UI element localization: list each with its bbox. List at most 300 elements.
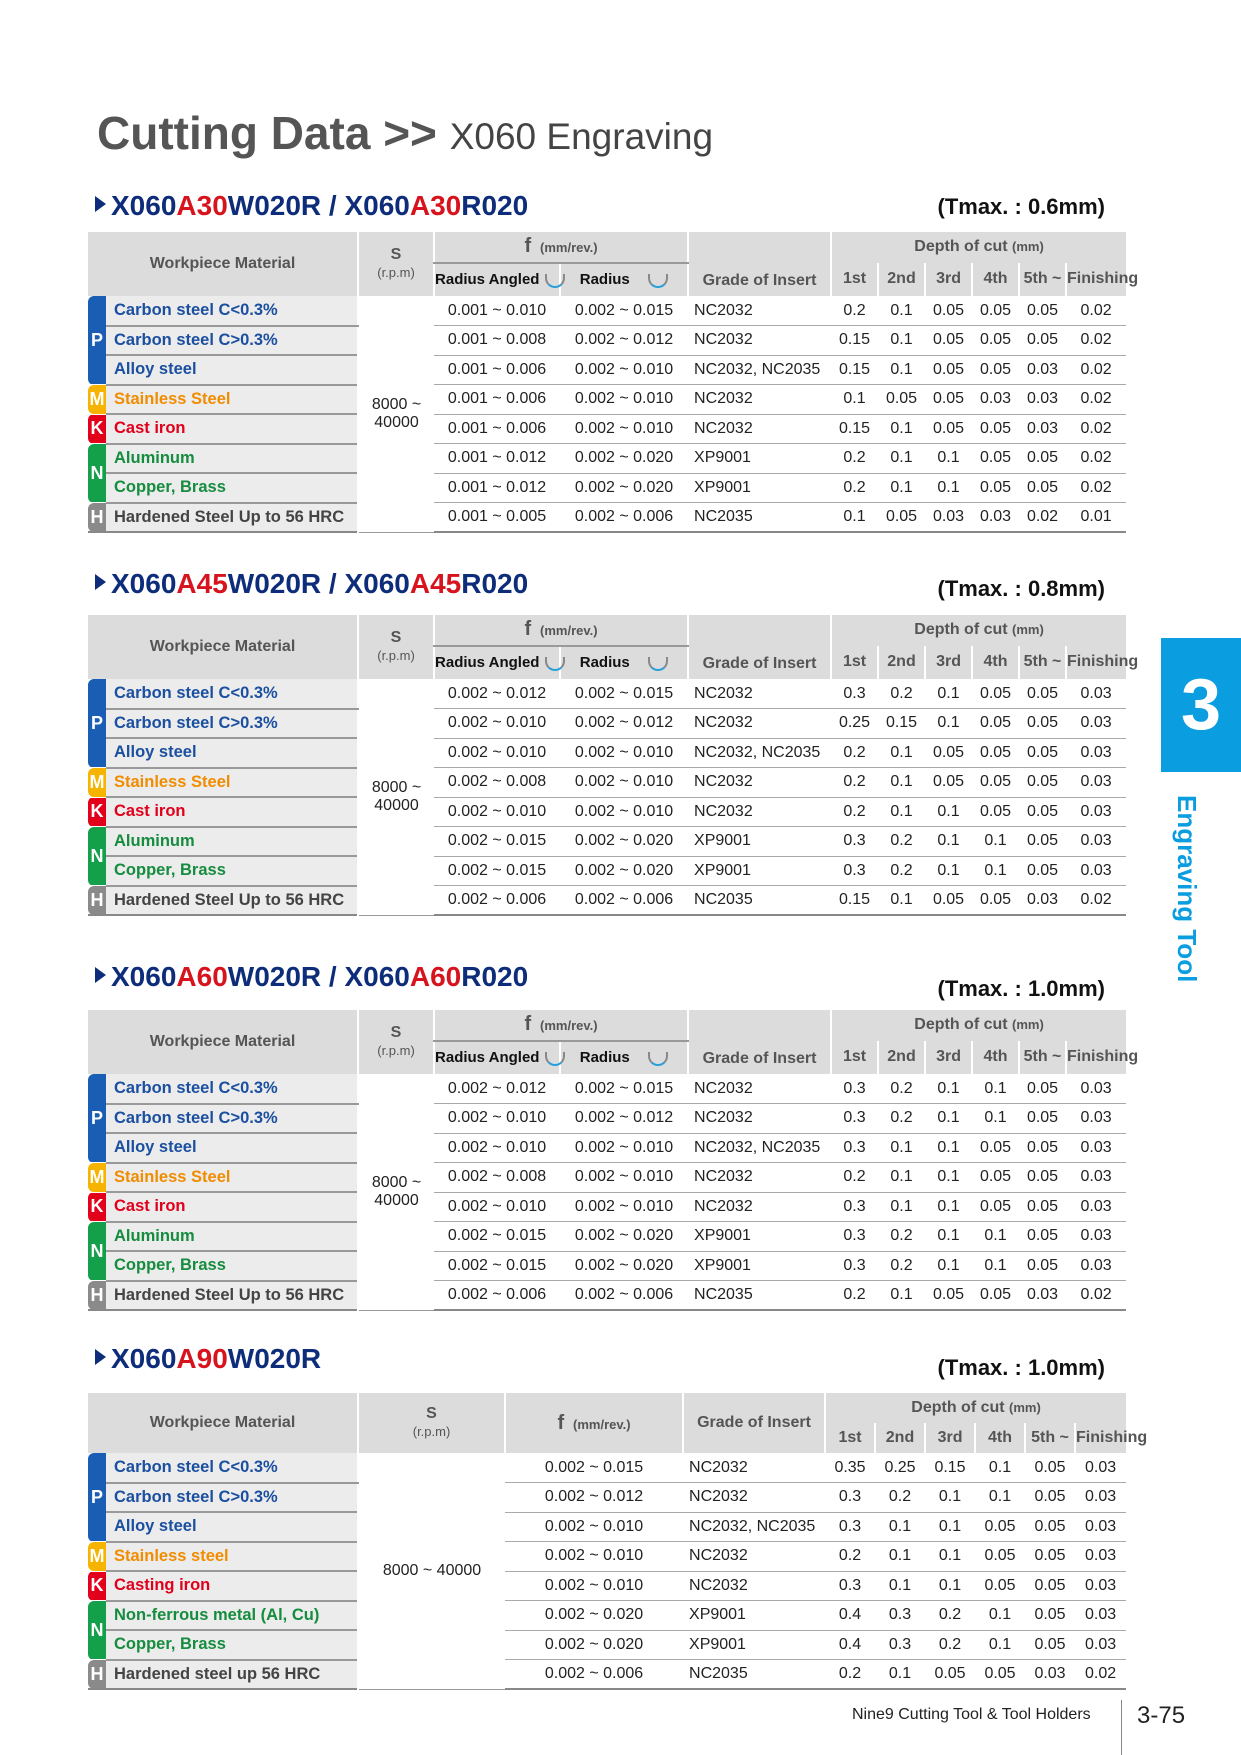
insert-grade: XP9001 bbox=[688, 856, 831, 886]
depth-value: 0.05 bbox=[1019, 679, 1066, 709]
table-row bbox=[88, 414, 1126, 444]
speed-unit: (r.p.m) bbox=[377, 648, 415, 663]
table-row bbox=[88, 738, 1126, 768]
depth-value: 0.1 bbox=[878, 797, 925, 827]
depth-value: 0.2 bbox=[878, 679, 925, 709]
feed-label: f bbox=[524, 618, 532, 641]
material-header: Workpiece Material bbox=[88, 1010, 358, 1074]
speed-label: S bbox=[426, 1405, 437, 1422]
depth-value: 0.1 bbox=[925, 1512, 975, 1542]
depth-value: 0.05 bbox=[1025, 1601, 1075, 1631]
depth-value: 0.1 bbox=[878, 444, 925, 474]
spindle-speed: 8000 ~ 40000 bbox=[358, 1453, 505, 1689]
section-title bbox=[95, 1343, 321, 1375]
depth-value: 0.03 bbox=[1075, 1483, 1126, 1513]
material-name: Copper, Brass bbox=[106, 473, 358, 503]
feed-value: 0.002 ~ 0.020 bbox=[505, 1630, 683, 1660]
feed-radius-angled: 0.002 ~ 0.010 bbox=[434, 738, 560, 768]
feed-value: 0.002 ~ 0.010 bbox=[505, 1571, 683, 1601]
radius-header bbox=[560, 263, 688, 296]
depth-value: 0.05 bbox=[1019, 1133, 1066, 1163]
material-name: Carbon steel C>0.3% bbox=[106, 709, 358, 739]
depth-value: 0.03 bbox=[1066, 679, 1126, 709]
table-row bbox=[88, 1133, 1126, 1163]
material-name: Cast iron bbox=[106, 414, 358, 444]
table-row bbox=[88, 444, 1126, 474]
depth-value: 0.3 bbox=[875, 1601, 925, 1631]
depth-value: 0.2 bbox=[831, 296, 878, 326]
feed-radius-angled: 0.002 ~ 0.010 bbox=[434, 709, 560, 739]
depth-value: 0.03 bbox=[1075, 1601, 1126, 1631]
insert-grade: NC2032 bbox=[688, 296, 831, 326]
depth-value: 0.03 bbox=[1066, 1222, 1126, 1252]
table-row bbox=[88, 1601, 1126, 1631]
depth-value: 0.05 bbox=[972, 1281, 1019, 1311]
material-group-badge: H bbox=[88, 1281, 106, 1311]
feed-radius-angled: 0.002 ~ 0.006 bbox=[434, 886, 560, 916]
cutting-data-table bbox=[88, 615, 1139, 916]
depth-value: 0.1 bbox=[972, 1074, 1019, 1104]
material-group-badge: N bbox=[88, 1601, 106, 1660]
depth-value: 0.05 bbox=[925, 1281, 972, 1311]
depth-value: 0.1 bbox=[925, 473, 972, 503]
depth-value: 0.1 bbox=[925, 1104, 972, 1134]
material-name: Cast iron bbox=[106, 797, 358, 827]
depth-value: 0.05 bbox=[972, 355, 1019, 385]
material-name: Carbon steel C<0.3% bbox=[106, 1453, 358, 1483]
depth-value: 0.05 bbox=[972, 1163, 1019, 1193]
radius-header bbox=[560, 646, 688, 679]
cutting-data-table bbox=[88, 1393, 1148, 1690]
feed-radius-angled: 0.002 ~ 0.015 bbox=[434, 856, 560, 886]
insert-grade: NC2032 bbox=[688, 709, 831, 739]
depth-unit: (mm) bbox=[1012, 622, 1044, 638]
depth-value: 0.1 bbox=[925, 1163, 972, 1193]
feed-radius: 0.002 ~ 0.010 bbox=[560, 797, 688, 827]
depth-pass-header: 3rd bbox=[925, 263, 972, 296]
depth-value: 0.05 bbox=[1025, 1512, 1075, 1542]
depth-value: 0.1 bbox=[975, 1630, 1025, 1660]
section-title-part: A90 bbox=[176, 1343, 228, 1374]
radius-angled-label: Radius Angled bbox=[435, 654, 540, 672]
insert-grade: NC2032 bbox=[688, 1074, 831, 1104]
page-number: 3-75 bbox=[1137, 1702, 1186, 1729]
depth-value: 0.05 bbox=[1019, 1251, 1066, 1281]
depth-value: 0.03 bbox=[1066, 1251, 1126, 1281]
feed-radius-angled: 0.001 ~ 0.012 bbox=[434, 444, 560, 474]
depth-value: 0.02 bbox=[1075, 1660, 1126, 1690]
depth-value: 0.1 bbox=[925, 679, 972, 709]
feed-radius-angled: 0.002 ~ 0.015 bbox=[434, 1251, 560, 1281]
feed-radius-angled: 0.002 ~ 0.006 bbox=[434, 1281, 560, 1311]
table-row bbox=[88, 1571, 1126, 1601]
depth-pass-header: 5th ~ bbox=[1019, 1041, 1066, 1074]
depth-value: 0.03 bbox=[1019, 1281, 1066, 1311]
insert-grade: NC2032 bbox=[683, 1453, 825, 1483]
feed-radius-angled: 0.001 ~ 0.005 bbox=[434, 503, 560, 533]
depth-value: 0.2 bbox=[925, 1630, 975, 1660]
table-row bbox=[88, 326, 1126, 356]
feed-radius-angled: 0.002 ~ 0.010 bbox=[434, 1192, 560, 1222]
depth-value: 0.05 bbox=[925, 1660, 975, 1690]
depth-value: 0.2 bbox=[878, 1251, 925, 1281]
table-row bbox=[88, 797, 1126, 827]
feed-radius: 0.002 ~ 0.006 bbox=[560, 1281, 688, 1311]
table-row bbox=[88, 385, 1126, 415]
insert-grade: NC2032, NC2035 bbox=[688, 1133, 831, 1163]
depth-value: 0.1 bbox=[878, 1163, 925, 1193]
material-name: Aluminum bbox=[106, 444, 358, 474]
speed-header bbox=[358, 1393, 505, 1453]
material-name: Hardened Steel Up to 56 HRC bbox=[106, 503, 358, 533]
feed-radius: 0.002 ~ 0.010 bbox=[560, 1133, 688, 1163]
material-header: Workpiece Material bbox=[88, 232, 358, 296]
depth-pass-header: 4th bbox=[972, 263, 1019, 296]
depth-value: 0.03 bbox=[1066, 709, 1126, 739]
depth-value: 0.2 bbox=[878, 856, 925, 886]
speed-header bbox=[358, 615, 434, 679]
depth-header bbox=[825, 1393, 1126, 1423]
depth-value: 0.05 bbox=[972, 296, 1019, 326]
depth-pass-header: 1st bbox=[831, 263, 878, 296]
depth-value: 0.1 bbox=[875, 1571, 925, 1601]
material-group-badge: P bbox=[88, 1453, 106, 1542]
material-header: Workpiece Material bbox=[88, 1393, 358, 1453]
depth-value: 0.1 bbox=[925, 1483, 975, 1513]
table-row bbox=[88, 1542, 1126, 1572]
depth-value: 0.05 bbox=[1019, 768, 1066, 798]
depth-value: 0.05 bbox=[1025, 1630, 1075, 1660]
insert-grade: XP9001 bbox=[688, 1222, 831, 1252]
feed-radius: 0.002 ~ 0.020 bbox=[560, 856, 688, 886]
depth-value: 0.3 bbox=[825, 1571, 875, 1601]
feed-radius: 0.002 ~ 0.020 bbox=[560, 1251, 688, 1281]
feed-radius: 0.002 ~ 0.006 bbox=[560, 886, 688, 916]
insert-grade: NC2035 bbox=[688, 1281, 831, 1311]
depth-value: 0.03 bbox=[1066, 768, 1126, 798]
depth-value: 0.3 bbox=[831, 1104, 878, 1134]
triangle-bullet-icon bbox=[95, 574, 106, 590]
insert-grade: NC2035 bbox=[688, 886, 831, 916]
depth-value: 0.2 bbox=[878, 1104, 925, 1134]
feed-radius-angled: 0.001 ~ 0.006 bbox=[434, 355, 560, 385]
depth-pass-header: 1st bbox=[831, 1041, 878, 1074]
depth-value: 0.1 bbox=[878, 1281, 925, 1311]
depth-value: 0.3 bbox=[831, 1251, 878, 1281]
depth-value: 0.05 bbox=[1019, 444, 1066, 474]
depth-value: 0.05 bbox=[1019, 1104, 1066, 1134]
depth-pass-header: 1st bbox=[831, 646, 878, 679]
depth-value: 0.05 bbox=[925, 296, 972, 326]
depth-label: Depth of cut bbox=[914, 238, 1008, 256]
depth-value: 0.1 bbox=[878, 1133, 925, 1163]
material-name: Stainless steel bbox=[106, 1542, 358, 1572]
feed-header bbox=[434, 232, 688, 263]
feed-radius: 0.002 ~ 0.012 bbox=[560, 709, 688, 739]
material-name: Copper, Brass bbox=[106, 856, 358, 886]
feed-label: f bbox=[557, 1411, 565, 1434]
table-row bbox=[88, 473, 1126, 503]
material-group-badge: K bbox=[88, 797, 106, 827]
depth-pass-header: Finishing bbox=[1075, 1423, 1126, 1453]
insert-grade: XP9001 bbox=[688, 1251, 831, 1281]
depth-value: 0.03 bbox=[1019, 355, 1066, 385]
depth-value: 0.02 bbox=[1066, 326, 1126, 356]
material-name: Carbon steel C<0.3% bbox=[106, 1074, 358, 1104]
feed-label: f bbox=[524, 235, 532, 258]
tmax-label: (Tmax. : 1.0mm) bbox=[937, 1355, 1105, 1380]
feed-label: f bbox=[524, 1013, 532, 1036]
depth-value: 0.05 bbox=[1019, 1074, 1066, 1104]
table-row bbox=[88, 296, 1126, 326]
depth-value: 0.4 bbox=[825, 1630, 875, 1660]
depth-value: 0.02 bbox=[1066, 444, 1126, 474]
depth-value: 0.15 bbox=[831, 414, 878, 444]
table-row bbox=[88, 856, 1126, 886]
material-group-badge: P bbox=[88, 296, 106, 385]
material-group-badge: N bbox=[88, 1222, 106, 1281]
depth-value: 0.05 bbox=[972, 797, 1019, 827]
material-group-badge: P bbox=[88, 679, 106, 768]
material-name: Carbon steel C>0.3% bbox=[106, 326, 358, 356]
feed-radius-angled: 0.002 ~ 0.008 bbox=[434, 1163, 560, 1193]
grade-header: Grade of Insert bbox=[688, 1010, 831, 1074]
title-main: Cutting Data >> bbox=[97, 107, 437, 159]
depth-value: 0.1 bbox=[925, 444, 972, 474]
feed-header bbox=[434, 615, 688, 646]
table-row bbox=[88, 827, 1126, 857]
tmax-label: (Tmax. : 0.8mm) bbox=[937, 576, 1105, 601]
depth-value: 0.05 bbox=[878, 385, 925, 415]
feed-radius-angled: 0.002 ~ 0.010 bbox=[434, 797, 560, 827]
insert-grade: NC2032, NC2035 bbox=[688, 738, 831, 768]
feed-header bbox=[505, 1393, 683, 1453]
footer-brand: Nine9 Cutting Tool & Tool Holders bbox=[852, 1706, 1091, 1723]
depth-value: 0.3 bbox=[831, 679, 878, 709]
radius-angled-header bbox=[434, 263, 560, 296]
triangle-bullet-icon bbox=[95, 967, 106, 983]
depth-value: 0.03 bbox=[1019, 414, 1066, 444]
depth-value: 0.01 bbox=[1066, 503, 1126, 533]
depth-value: 0.2 bbox=[925, 1601, 975, 1631]
depth-pass-header: 5th ~ bbox=[1019, 263, 1066, 296]
spindle-speed: 8000 ~ 40000 bbox=[358, 1074, 434, 1310]
grade-header: Grade of Insert bbox=[683, 1393, 825, 1453]
depth-value: 0.1 bbox=[925, 797, 972, 827]
depth-value: 0.3 bbox=[831, 1192, 878, 1222]
feed-radius-angled: 0.001 ~ 0.012 bbox=[434, 473, 560, 503]
depth-value: 0.05 bbox=[975, 1542, 1025, 1572]
depth-value: 0.3 bbox=[831, 1222, 878, 1252]
section-title-part: A30 bbox=[176, 190, 228, 221]
depth-value: 0.05 bbox=[972, 1133, 1019, 1163]
depth-value: 0.05 bbox=[972, 473, 1019, 503]
table-row bbox=[88, 768, 1126, 798]
material-group-badge: K bbox=[88, 1571, 106, 1601]
depth-value: 0.03 bbox=[1019, 886, 1066, 916]
material-name: Hardened steel up 56 HRC bbox=[106, 1660, 358, 1690]
speed-unit: (r.p.m) bbox=[377, 1043, 415, 1058]
depth-value: 0.1 bbox=[975, 1601, 1025, 1631]
depth-value: 0.03 bbox=[1075, 1453, 1126, 1483]
insert-grade: XP9001 bbox=[683, 1630, 825, 1660]
tmax-label: (Tmax. : 1.0mm) bbox=[937, 976, 1105, 1001]
feed-radius: 0.002 ~ 0.010 bbox=[560, 414, 688, 444]
material-name: Carbon steel C>0.3% bbox=[106, 1483, 358, 1513]
depth-value: 0.1 bbox=[925, 856, 972, 886]
depth-value: 0.2 bbox=[831, 444, 878, 474]
table-row bbox=[88, 886, 1126, 916]
material-group-badge: M bbox=[88, 768, 106, 798]
depth-value: 0.02 bbox=[1066, 385, 1126, 415]
depth-value: 0.2 bbox=[831, 768, 878, 798]
depth-pass-header: 2nd bbox=[878, 646, 925, 679]
radius-label: Radius bbox=[579, 1049, 630, 1067]
depth-value: 0.15 bbox=[878, 709, 925, 739]
table-row bbox=[88, 503, 1126, 533]
insert-grade: NC2032 bbox=[688, 1104, 831, 1134]
section-title-part: A45 bbox=[176, 568, 228, 599]
feed-radius: 0.002 ~ 0.012 bbox=[560, 1104, 688, 1134]
depth-value: 0.3 bbox=[831, 1074, 878, 1104]
table-row bbox=[88, 1281, 1126, 1311]
insert-grade: NC2032 bbox=[683, 1571, 825, 1601]
depth-value: 0.05 bbox=[1019, 296, 1066, 326]
speed-label: S bbox=[390, 629, 402, 646]
depth-value: 0.1 bbox=[875, 1542, 925, 1572]
depth-unit: (mm) bbox=[1009, 1400, 1041, 1415]
insert-grade: NC2032 bbox=[688, 797, 831, 827]
depth-value: 0.1 bbox=[878, 326, 925, 356]
depth-value: 0.03 bbox=[1019, 385, 1066, 415]
depth-value: 0.2 bbox=[825, 1660, 875, 1690]
depth-value: 0.1 bbox=[925, 709, 972, 739]
depth-pass-header: 4th bbox=[972, 646, 1019, 679]
depth-label: Depth of cut bbox=[914, 621, 1008, 639]
chapter-tab: 3 bbox=[1161, 638, 1241, 772]
depth-value: 0.05 bbox=[925, 326, 972, 356]
depth-value: 0.2 bbox=[825, 1542, 875, 1572]
feed-value: 0.002 ~ 0.010 bbox=[505, 1542, 683, 1572]
depth-value: 0.03 bbox=[1066, 1074, 1126, 1104]
depth-value: 0.2 bbox=[831, 738, 878, 768]
depth-pass-header: Finishing bbox=[1066, 1041, 1126, 1074]
feed-radius-angled: 0.002 ~ 0.012 bbox=[434, 679, 560, 709]
depth-value: 0.05 bbox=[1019, 1163, 1066, 1193]
material-name: Copper, Brass bbox=[106, 1630, 358, 1660]
depth-pass-header: 5th ~ bbox=[1019, 646, 1066, 679]
feed-radius: 0.002 ~ 0.020 bbox=[560, 444, 688, 474]
table-row bbox=[88, 1163, 1126, 1193]
insert-grade: XP9001 bbox=[683, 1601, 825, 1631]
feed-header bbox=[434, 1010, 688, 1041]
depth-value: 0.05 bbox=[1019, 797, 1066, 827]
depth-value: 0.05 bbox=[925, 385, 972, 415]
depth-pass-header: 5th ~ bbox=[1025, 1423, 1075, 1453]
speed-label: S bbox=[390, 246, 402, 263]
speed-unit: (r.p.m) bbox=[377, 265, 415, 280]
depth-value: 0.2 bbox=[878, 1074, 925, 1104]
depth-value: 0.1 bbox=[925, 827, 972, 857]
depth-value: 0.1 bbox=[878, 355, 925, 385]
table-row bbox=[88, 355, 1126, 385]
feed-radius-angled: 0.001 ~ 0.010 bbox=[434, 296, 560, 326]
depth-value: 0.05 bbox=[1025, 1571, 1075, 1601]
depth-value: 0.3 bbox=[831, 1133, 878, 1163]
feed-unit: (mm/rev.) bbox=[540, 1018, 598, 1034]
feed-radius-angled: 0.002 ~ 0.015 bbox=[434, 827, 560, 857]
feed-value: 0.002 ~ 0.012 bbox=[505, 1483, 683, 1513]
depth-pass-header: 1st bbox=[825, 1423, 875, 1453]
page-title bbox=[97, 106, 713, 160]
depth-value: 0.05 bbox=[975, 1660, 1025, 1690]
material-group-badge: M bbox=[88, 385, 106, 415]
depth-value: 0.2 bbox=[878, 1222, 925, 1252]
material-group-badge: N bbox=[88, 444, 106, 503]
material-group-badge: K bbox=[88, 414, 106, 444]
material-name: Stainless Steel bbox=[106, 1163, 358, 1193]
depth-value: 0.1 bbox=[925, 1074, 972, 1104]
depth-value: 0.02 bbox=[1066, 296, 1126, 326]
section-title bbox=[95, 568, 528, 600]
depth-value: 0.4 bbox=[825, 1601, 875, 1631]
depth-value: 0.25 bbox=[875, 1453, 925, 1483]
depth-value: 0.05 bbox=[1019, 709, 1066, 739]
insert-grade: NC2032, NC2035 bbox=[688, 355, 831, 385]
depth-value: 0.03 bbox=[972, 503, 1019, 533]
insert-grade: NC2032 bbox=[683, 1483, 825, 1513]
depth-value: 0.1 bbox=[925, 1571, 975, 1601]
grade-header: Grade of Insert bbox=[688, 615, 831, 679]
material-name: Casting iron bbox=[106, 1571, 358, 1601]
insert-grade: NC2032 bbox=[688, 768, 831, 798]
depth-value: 0.1 bbox=[925, 1192, 972, 1222]
depth-value: 0.2 bbox=[831, 797, 878, 827]
feed-value: 0.002 ~ 0.015 bbox=[505, 1453, 683, 1483]
material-name: Hardened Steel Up to 56 HRC bbox=[106, 1281, 358, 1311]
depth-value: 0.05 bbox=[925, 738, 972, 768]
radius-angled-header bbox=[434, 646, 560, 679]
depth-value: 0.05 bbox=[1019, 1222, 1066, 1252]
depth-value: 0.2 bbox=[831, 473, 878, 503]
radius-profile-icon bbox=[648, 1052, 668, 1066]
table-row bbox=[88, 709, 1126, 739]
feed-unit: (mm/rev.) bbox=[573, 1416, 631, 1432]
depth-label: Depth of cut bbox=[911, 1399, 1005, 1416]
feed-radius: 0.002 ~ 0.020 bbox=[560, 827, 688, 857]
depth-pass-header: 4th bbox=[972, 1041, 1019, 1074]
depth-value: 0.2 bbox=[831, 1163, 878, 1193]
section-title-part: W020R / X060 bbox=[227, 190, 410, 221]
material-name: Stainless Steel bbox=[106, 385, 358, 415]
depth-header bbox=[831, 615, 1126, 646]
depth-label: Depth of cut bbox=[914, 1016, 1008, 1034]
material-name: Alloy steel bbox=[106, 1133, 358, 1163]
depth-value: 0.3 bbox=[875, 1630, 925, 1660]
spindle-speed: 8000 ~ 40000 bbox=[358, 679, 434, 915]
table-row bbox=[88, 1251, 1126, 1281]
material-name: Carbon steel C<0.3% bbox=[106, 296, 358, 326]
section-title-part: R020 bbox=[461, 190, 529, 221]
table-row bbox=[88, 1192, 1126, 1222]
depth-value: 0.03 bbox=[1025, 1660, 1075, 1690]
section-title bbox=[95, 961, 528, 993]
speed-label: S bbox=[390, 1024, 402, 1041]
depth-unit: (mm) bbox=[1012, 239, 1044, 255]
insert-grade: XP9001 bbox=[688, 827, 831, 857]
depth-value: 0.35 bbox=[825, 1453, 875, 1483]
depth-value: 0.03 bbox=[1066, 856, 1126, 886]
